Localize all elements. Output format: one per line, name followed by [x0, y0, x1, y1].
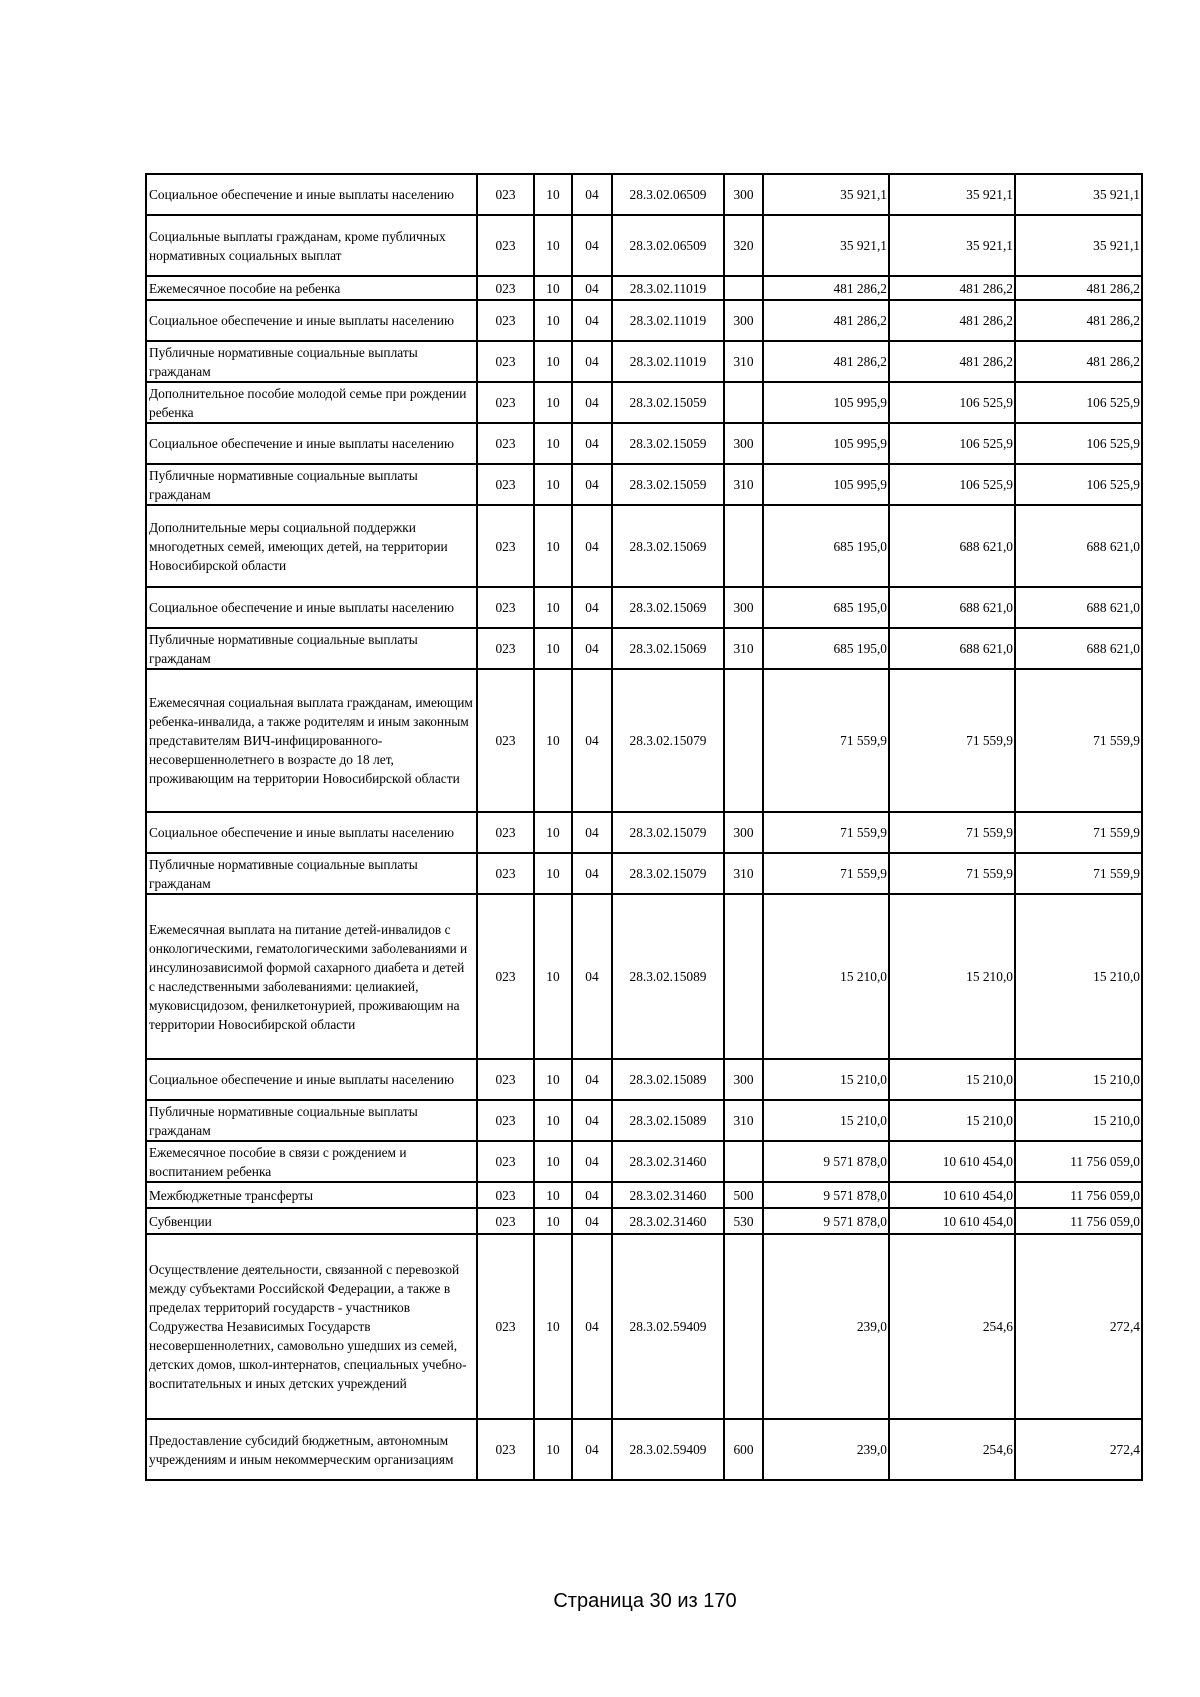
cell-vr: [724, 382, 763, 423]
cell-year-1: 239,0: [763, 1419, 889, 1480]
cell-name: Социальные выплаты гражданам, кроме публичных нормативных социальных выплат: [146, 215, 477, 276]
table-row: [146, 300, 1142, 341]
cell-csr: 28.3.02.59409: [612, 1419, 724, 1480]
cell-vr: 310: [724, 341, 763, 382]
cell-vr: 300: [724, 423, 763, 464]
cell-year-1: 15 210,0: [763, 894, 889, 1059]
cell-name: Дополнительное пособие молодой семье при рождении ребенка: [146, 382, 477, 423]
cell-name: Социальное обеспечение и иные выплаты населению: [146, 300, 477, 341]
cell-year-1: 9 571 878,0: [763, 1208, 889, 1234]
cell-year-3: 15 210,0: [1015, 1100, 1142, 1141]
cell-name: Осуществление деятельности, связанной с перевозкой между субъектами Российской Федерации, а также в пределах территорий государств - участников Содружества Независимых Государств несовершеннолетних, самовольно ушедших из семей, детских домов, школ-интернатов, специальных учебно-воспитательных и иных детских учреждений: [146, 1234, 477, 1419]
cell-vr: 530: [724, 1208, 763, 1234]
cell-name: Социальное обеспечение и иные выплаты населению: [146, 174, 477, 215]
cell-pr: 04: [572, 628, 612, 669]
cell-pr: 04: [572, 1141, 612, 1182]
cell-gr: 023: [477, 1141, 534, 1182]
cell-name: Субвенции: [146, 1208, 477, 1234]
cell-vr: 600: [724, 1419, 763, 1480]
cell-vr: [724, 894, 763, 1059]
cell-rz: 10: [534, 1141, 572, 1182]
cell-vr: [724, 505, 763, 587]
cell-year-3: 11 756 059,0: [1015, 1141, 1142, 1182]
cell-pr: 04: [572, 423, 612, 464]
table-row: [146, 587, 1142, 628]
cell-year-1: 15 210,0: [763, 1059, 889, 1100]
cell-gr: 023: [477, 1100, 534, 1141]
cell-gr: 023: [477, 215, 534, 276]
cell-csr: 28.3.02.15079: [612, 669, 724, 812]
cell-rz: 10: [534, 464, 572, 505]
cell-year-1: 9 571 878,0: [763, 1141, 889, 1182]
cell-gr: 023: [477, 812, 534, 853]
cell-year-2: 15 210,0: [889, 1059, 1015, 1100]
cell-pr: 04: [572, 587, 612, 628]
cell-year-3: 481 286,2: [1015, 300, 1142, 341]
cell-year-2: 10 610 454,0: [889, 1141, 1015, 1182]
table-row: [146, 174, 1142, 215]
table-row: [146, 276, 1142, 300]
cell-rz: 10: [534, 1100, 572, 1141]
cell-year-1: 481 286,2: [763, 300, 889, 341]
cell-gr: 023: [477, 174, 534, 215]
cell-gr: 023: [477, 853, 534, 894]
cell-name: Ежемесячное пособие на ребенка: [146, 276, 477, 300]
table-row: [146, 669, 1142, 812]
cell-year-2: 254,6: [889, 1234, 1015, 1419]
cell-pr: 04: [572, 1182, 612, 1208]
cell-csr: 28.3.02.15069: [612, 587, 724, 628]
cell-csr: 28.3.02.15089: [612, 1059, 724, 1100]
cell-csr: 28.3.02.15079: [612, 853, 724, 894]
cell-csr: 28.3.02.11019: [612, 341, 724, 382]
table-row: [146, 1182, 1142, 1208]
cell-gr: 023: [477, 628, 534, 669]
cell-year-3: 481 286,2: [1015, 341, 1142, 382]
cell-vr: [724, 1141, 763, 1182]
cell-rz: 10: [534, 628, 572, 669]
table-row: [146, 812, 1142, 853]
cell-year-2: 10 610 454,0: [889, 1182, 1015, 1208]
cell-pr: 04: [572, 174, 612, 215]
cell-gr: 023: [477, 1208, 534, 1234]
cell-gr: 023: [477, 423, 534, 464]
cell-name: Социальное обеспечение и иные выплаты населению: [146, 423, 477, 464]
cell-name: Ежемесячная выплата на питание детей-инвалидов с онкологическими, гематологическими заболеваниями и инсулинозависимой формой сахарного диабета и детей с наследственными заболеваниями: целиакией, муковисцидозом, фенилкетонурией, проживающим на территории Новосибирской области: [146, 894, 477, 1059]
table-row: [146, 423, 1142, 464]
cell-year-2: 688 621,0: [889, 505, 1015, 587]
table-row: [146, 853, 1142, 894]
cell-year-1: 9 571 878,0: [763, 1182, 889, 1208]
cell-name: Дополнительные меры социальной поддержки многодетных семей, имеющих детей, на территории Новосибирской области: [146, 505, 477, 587]
cell-year-3: 106 525,9: [1015, 423, 1142, 464]
cell-year-1: 105 995,9: [763, 423, 889, 464]
cell-rz: 10: [534, 423, 572, 464]
cell-year-2: 71 559,9: [889, 853, 1015, 894]
cell-pr: 04: [572, 276, 612, 300]
cell-pr: 04: [572, 812, 612, 853]
cell-name: Публичные нормативные социальные выплаты гражданам: [146, 341, 477, 382]
cell-gr: 023: [477, 587, 534, 628]
table-row: [146, 464, 1142, 505]
cell-vr: 300: [724, 1059, 763, 1100]
cell-name: Социальное обеспечение и иные выплаты населению: [146, 812, 477, 853]
cell-name: Публичные нормативные социальные выплаты гражданам: [146, 1100, 477, 1141]
cell-rz: 10: [534, 1182, 572, 1208]
cell-year-1: 105 995,9: [763, 464, 889, 505]
cell-year-3: 272,4: [1015, 1234, 1142, 1419]
cell-csr: 28.3.02.11019: [612, 276, 724, 300]
cell-csr: 28.3.02.15059: [612, 423, 724, 464]
cell-year-2: 106 525,9: [889, 423, 1015, 464]
cell-rz: 10: [534, 505, 572, 587]
cell-name: Ежемесячное пособие в связи с рождением и воспитанием ребенка: [146, 1141, 477, 1182]
cell-rz: 10: [534, 669, 572, 812]
table-row: [146, 1059, 1142, 1100]
cell-year-1: 71 559,9: [763, 853, 889, 894]
cell-year-3: 106 525,9: [1015, 464, 1142, 505]
cell-csr: 28.3.02.15059: [612, 382, 724, 423]
cell-pr: 04: [572, 1419, 612, 1480]
cell-vr: 310: [724, 853, 763, 894]
cell-gr: 023: [477, 1419, 534, 1480]
cell-csr: 28.3.02.11019: [612, 300, 724, 341]
cell-name: Межбюджетные трансферты: [146, 1182, 477, 1208]
cell-vr: 300: [724, 174, 763, 215]
cell-gr: 023: [477, 1059, 534, 1100]
cell-year-2: 106 525,9: [889, 382, 1015, 423]
cell-gr: 023: [477, 1234, 534, 1419]
cell-name: Публичные нормативные социальные выплаты гражданам: [146, 853, 477, 894]
cell-pr: 04: [572, 1059, 612, 1100]
cell-pr: 04: [572, 382, 612, 423]
cell-rz: 10: [534, 587, 572, 628]
cell-vr: [724, 669, 763, 812]
cell-rz: 10: [534, 341, 572, 382]
cell-rz: 10: [534, 300, 572, 341]
cell-pr: 04: [572, 215, 612, 276]
cell-csr: 28.3.02.15069: [612, 628, 724, 669]
cell-csr: 28.3.02.15079: [612, 812, 724, 853]
cell-vr: [724, 276, 763, 300]
cell-year-2: 10 610 454,0: [889, 1208, 1015, 1234]
cell-year-2: 15 210,0: [889, 894, 1015, 1059]
cell-year-2: 688 621,0: [889, 587, 1015, 628]
cell-vr: 300: [724, 300, 763, 341]
cell-csr: 28.3.02.15069: [612, 505, 724, 587]
cell-name: Ежемесячная социальная выплата гражданам, имеющим ребенка-инвалида, а также родителям и иным законным представителям ВИЧ-инфицированного-несовершеннолетнего в возрасте до 18 лет, проживающим на территории Новосибирской области: [146, 669, 477, 812]
cell-rz: 10: [534, 1059, 572, 1100]
cell-rz: 10: [534, 382, 572, 423]
cell-year-3: 11 756 059,0: [1015, 1182, 1142, 1208]
cell-year-3: 15 210,0: [1015, 1059, 1142, 1100]
cell-pr: 04: [572, 1234, 612, 1419]
cell-year-1: 685 195,0: [763, 628, 889, 669]
table-body: [146, 174, 1142, 1480]
cell-year-1: 481 286,2: [763, 341, 889, 382]
cell-vr: 310: [724, 1100, 763, 1141]
table-row: [146, 894, 1142, 1059]
cell-year-2: 481 286,2: [889, 341, 1015, 382]
cell-year-1: 35 921,1: [763, 174, 889, 215]
cell-year-1: 71 559,9: [763, 669, 889, 812]
cell-year-3: 71 559,9: [1015, 812, 1142, 853]
cell-year-2: 71 559,9: [889, 669, 1015, 812]
cell-pr: 04: [572, 464, 612, 505]
budget-table: [145, 173, 1143, 1481]
cell-csr: 28.3.02.31460: [612, 1182, 724, 1208]
cell-year-3: 272,4: [1015, 1419, 1142, 1480]
cell-year-2: 35 921,1: [889, 215, 1015, 276]
cell-gr: 023: [477, 669, 534, 812]
cell-year-3: 106 525,9: [1015, 382, 1142, 423]
cell-pr: 04: [572, 1100, 612, 1141]
cell-year-3: 35 921,1: [1015, 215, 1142, 276]
cell-year-3: 71 559,9: [1015, 853, 1142, 894]
cell-name: Публичные нормативные социальные выплаты гражданам: [146, 464, 477, 505]
cell-name: Публичные нормативные социальные выплаты гражданам: [146, 628, 477, 669]
cell-vr: 500: [724, 1182, 763, 1208]
cell-vr: [724, 1234, 763, 1419]
cell-vr: 310: [724, 628, 763, 669]
cell-year-3: 688 621,0: [1015, 628, 1142, 669]
cell-year-2: 71 559,9: [889, 812, 1015, 853]
cell-gr: 023: [477, 1182, 534, 1208]
table-row: [146, 1234, 1142, 1419]
cell-year-1: 239,0: [763, 1234, 889, 1419]
cell-name: Социальное обеспечение и иные выплаты населению: [146, 587, 477, 628]
table-row: [146, 1141, 1142, 1182]
cell-year-3: 688 621,0: [1015, 505, 1142, 587]
cell-year-1: 35 921,1: [763, 215, 889, 276]
table-row: [146, 1419, 1142, 1480]
cell-gr: 023: [477, 464, 534, 505]
cell-rz: 10: [534, 174, 572, 215]
cell-pr: 04: [572, 300, 612, 341]
cell-pr: 04: [572, 341, 612, 382]
cell-year-2: 35 921,1: [889, 174, 1015, 215]
cell-year-2: 106 525,9: [889, 464, 1015, 505]
table-row: [146, 505, 1142, 587]
cell-gr: 023: [477, 341, 534, 382]
cell-rz: 10: [534, 215, 572, 276]
cell-year-1: 685 195,0: [763, 587, 889, 628]
cell-csr: 28.3.02.31460: [612, 1208, 724, 1234]
cell-csr: 28.3.02.06509: [612, 215, 724, 276]
table-row: [146, 382, 1142, 423]
cell-year-1: 105 995,9: [763, 382, 889, 423]
cell-gr: 023: [477, 300, 534, 341]
cell-gr: 023: [477, 505, 534, 587]
cell-year-3: 11 756 059,0: [1015, 1208, 1142, 1234]
cell-year-2: 688 621,0: [889, 628, 1015, 669]
cell-vr: 300: [724, 812, 763, 853]
cell-year-1: 481 286,2: [763, 276, 889, 300]
cell-year-2: 254,6: [889, 1419, 1015, 1480]
table-row: [146, 215, 1142, 276]
cell-gr: 023: [477, 382, 534, 423]
cell-year-3: 15 210,0: [1015, 894, 1142, 1059]
cell-year-3: 688 621,0: [1015, 587, 1142, 628]
cell-csr: 28.3.02.15059: [612, 464, 724, 505]
cell-rz: 10: [534, 1419, 572, 1480]
cell-csr: 28.3.02.31460: [612, 1141, 724, 1182]
page-number: Страница 30 из 170: [553, 1590, 737, 1612]
cell-name: Предоставление субсидий бюджетным, автономным учреждениям и иным некоммерческим организациям: [146, 1419, 477, 1480]
cell-csr: 28.3.02.59409: [612, 1234, 724, 1419]
cell-year-3: 35 921,1: [1015, 174, 1142, 215]
cell-vr: 320: [724, 215, 763, 276]
cell-rz: 10: [534, 1234, 572, 1419]
cell-year-2: 481 286,2: [889, 300, 1015, 341]
cell-csr: 28.3.02.15089: [612, 1100, 724, 1141]
cell-pr: 04: [572, 669, 612, 812]
cell-rz: 10: [534, 1208, 572, 1234]
cell-year-1: 71 559,9: [763, 812, 889, 853]
cell-year-1: 685 195,0: [763, 505, 889, 587]
cell-year-3: 71 559,9: [1015, 669, 1142, 812]
cell-rz: 10: [534, 894, 572, 1059]
cell-year-1: 15 210,0: [763, 1100, 889, 1141]
cell-gr: 023: [477, 894, 534, 1059]
cell-vr: 310: [724, 464, 763, 505]
table-row: [146, 341, 1142, 382]
cell-year-3: 481 286,2: [1015, 276, 1142, 300]
cell-csr: 28.3.02.15089: [612, 894, 724, 1059]
cell-name: Социальное обеспечение и иные выплаты населению: [146, 1059, 477, 1100]
cell-vr: 300: [724, 587, 763, 628]
cell-year-2: 481 286,2: [889, 276, 1015, 300]
cell-rz: 10: [534, 812, 572, 853]
cell-pr: 04: [572, 853, 612, 894]
table-row: [146, 628, 1142, 669]
cell-year-2: 15 210,0: [889, 1100, 1015, 1141]
cell-rz: 10: [534, 276, 572, 300]
cell-pr: 04: [572, 894, 612, 1059]
table-row: [146, 1208, 1142, 1234]
cell-gr: 023: [477, 276, 534, 300]
cell-pr: 04: [572, 1208, 612, 1234]
cell-csr: 28.3.02.06509: [612, 174, 724, 215]
cell-rz: 10: [534, 853, 572, 894]
table-row: [146, 1100, 1142, 1141]
cell-pr: 04: [572, 505, 612, 587]
